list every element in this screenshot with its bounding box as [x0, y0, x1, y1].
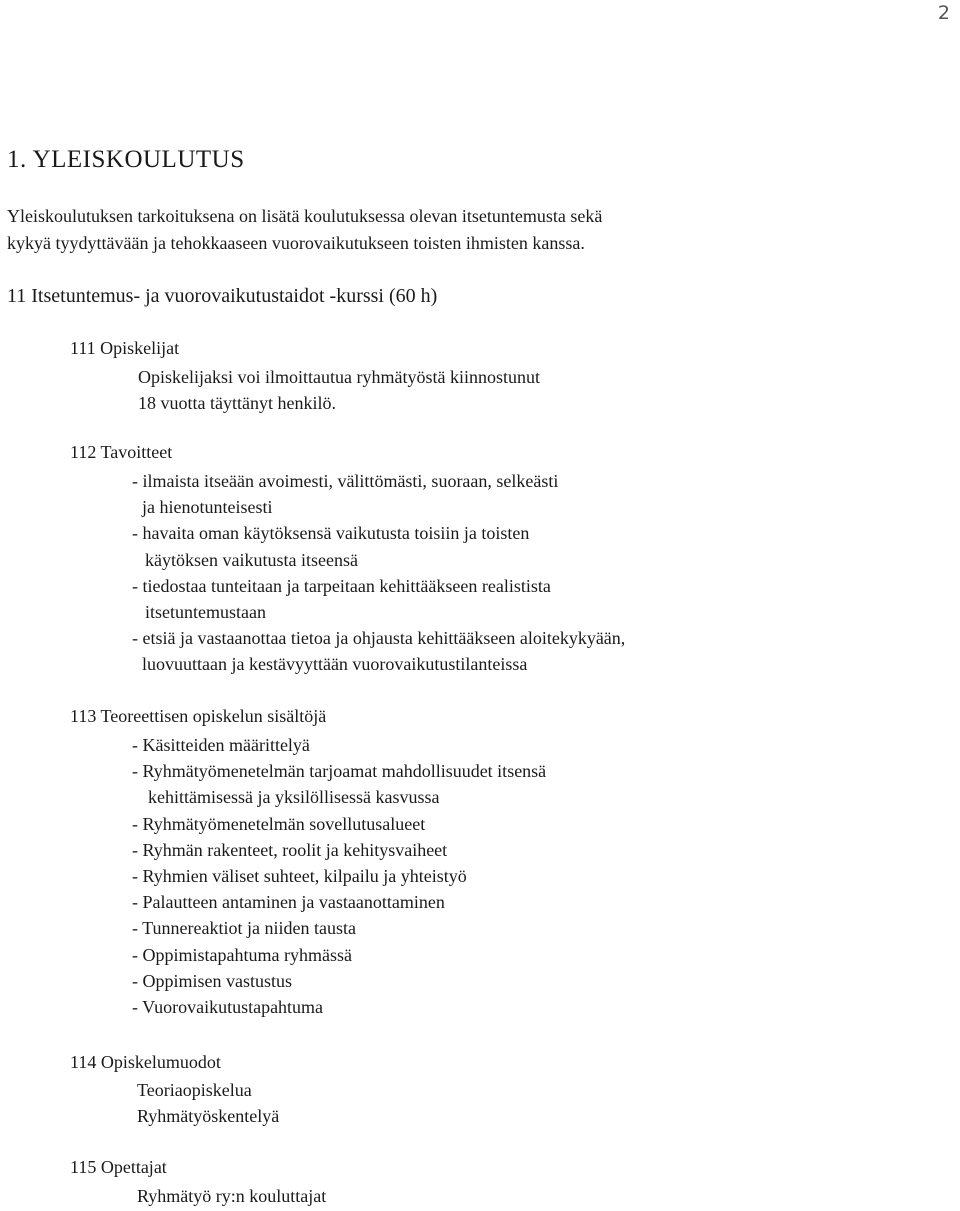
list-item: ja hienotunteisesti [142, 497, 273, 518]
section-114-line: Teoriaopiskelua [137, 1080, 252, 1100]
intro-paragraph [7, 203, 602, 257]
list-item: - etsiä ja vastaanottaa tietoa ja ohjausta kehittääkseen aloitekykyään, [132, 628, 626, 649]
section-113-title: 113 Teoreettisen opiskelun sisältöjä [70, 706, 327, 726]
list-item: itsetuntemustaan [145, 602, 266, 623]
list-item: luovuuttaan ja kestävyyttään vuorovaikutustilanteissa [142, 654, 528, 675]
section-111-body [138, 364, 540, 416]
section-112-list [132, 468, 625, 678]
course-title: 11 Itsetuntemus- ja vuorovaikutustaidot -kurssi (60 h) [7, 285, 438, 307]
section-115-body [137, 1183, 326, 1209]
list-item: - Käsitteiden määrittelyä [132, 735, 310, 755]
section-115-title: 115 Opettajat [70, 1157, 167, 1177]
intro-line: kykyä tyydyttävään ja tehokkaaseen vuorovaikutukseen toisten ihmisten kanssa. [7, 233, 585, 253]
section-114-title: 114 Opiskelumuodot [70, 1052, 221, 1072]
list-item: käytöksen vaikutusta itseensä [145, 549, 358, 570]
section-112-title: 112 Tavoitteet [70, 442, 173, 462]
list-item: - Oppimistapahtuma ryhmässä [132, 944, 352, 965]
section-111-title: 111 Opiskelijat [70, 338, 180, 358]
section-115-line: Ryhmätyö ry:n kouluttajat [137, 1186, 327, 1206]
list-item: - Ryhmätyömenetelmän tarjoamat mahdollisuudet itsensä [132, 761, 547, 782]
list-item: - tiedostaa tunteitaan ja tarpeitaan kehittääkseen realistista [132, 575, 551, 596]
list-item: - Ryhmän rakenteet, roolit ja kehitysvaiheet [132, 839, 448, 860]
main-heading: 1. YLEISKOULUTUS [7, 146, 245, 173]
list-item: - Ryhmien väliset suhteet, kilpailu ja yhteistyö [132, 866, 467, 887]
list-item: - Ryhmätyömenetelmän sovellutusalueet [132, 813, 426, 834]
page-number: 2 [937, 2, 950, 24]
list-item: - Tunnereaktiot ja niiden tausta [132, 918, 356, 939]
section-113-list [132, 732, 546, 1020]
section-111-line: Opiskelijaksi voi ilmoittautua ryhmätyöstä kiinnostunut [138, 367, 540, 387]
list-item: - ilmaista itseään avoimesti, välittömästi, suoraan, selkeästi [132, 471, 559, 491]
section-114-body [137, 1077, 279, 1129]
list-item: kehittämisessä ja yksilöllisessä kasvussa [148, 787, 440, 808]
list-item: - Oppimisen vastustus [132, 970, 292, 991]
intro-line: Yleiskoulutuksen tarkoituksena on lisätä koulutuksessa olevan itsetuntemusta sekä [7, 206, 603, 226]
list-item: - havaita oman käytöksensä vaikutusta toisiin ja toisten [132, 523, 530, 544]
list-item: - Vuorovaikutustapahtuma [132, 997, 324, 1018]
list-item: - Palautteen antaminen ja vastaanottaminen [132, 892, 445, 913]
section-111-line: 18 vuotta täyttänyt henkilö. [138, 393, 336, 413]
section-114-line: Ryhmätyöskentelyä [137, 1106, 280, 1126]
